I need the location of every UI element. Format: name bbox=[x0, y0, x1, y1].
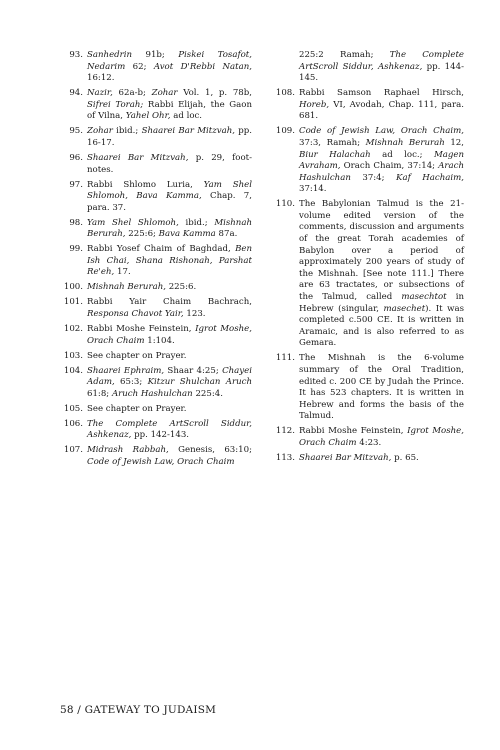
citation-text: The Babylonian Talmud is the 21-volume edited version of the comments, discussion and arguments of the great Torah academies of Babylon over a period of approximately 200 years of study of the Mishnah. [See note 111.] There are 63 tractates, or subsections of the Talmud, called bbox=[299, 199, 464, 303]
endnote bbox=[272, 126, 464, 196]
citation-title: Sanhedrin bbox=[87, 50, 133, 60]
citation-text: See chapter on Prayer. bbox=[87, 350, 187, 361]
citation-title: Shaarei Bar Mitzvah, bbox=[299, 452, 392, 463]
citation-text: 17. bbox=[114, 267, 131, 278]
citation-text: 61:8; bbox=[87, 388, 112, 399]
citation-text: ibid.; bbox=[112, 126, 142, 137]
endnote-number: 93. bbox=[69, 50, 83, 60]
endnote-number: 101. bbox=[63, 297, 83, 308]
endnote bbox=[60, 50, 252, 85]
endnote-number: 105. bbox=[63, 403, 83, 414]
citation-text: Rabbi Yosef Chaim of Baghdad, bbox=[87, 244, 236, 255]
citation-text: 16:12. bbox=[87, 73, 115, 84]
endnote bbox=[60, 180, 252, 215]
endnote-text bbox=[299, 88, 464, 123]
citation-title: Shaarei Bar Mitzvah, bbox=[141, 126, 236, 137]
citation-text: 225:4. bbox=[192, 388, 223, 399]
endnote bbox=[60, 366, 252, 401]
right-notes-column bbox=[272, 50, 464, 468]
citation-title: Bava Kamma bbox=[158, 229, 216, 240]
citation-text: ad loc. bbox=[170, 111, 203, 122]
citation-text: 62; bbox=[125, 61, 154, 72]
citation-text: ). It was completed c.500 CE. It is written in Aramaic, and is also referred to as Gemara. bbox=[299, 303, 464, 349]
citation-title: The Complete ArtScroll Siddur, Ashkenaz, bbox=[87, 418, 252, 441]
endnote-text bbox=[87, 180, 252, 215]
endnote-text bbox=[87, 282, 252, 294]
citation-text: Rabbi Moshe Feinstein, bbox=[87, 323, 196, 334]
endnote-number: 106. bbox=[63, 418, 83, 429]
citation-title: Mishnah Berurah, bbox=[87, 217, 252, 240]
citation-title: Yam Shel Shlomoh, bbox=[87, 217, 179, 228]
endnote-text bbox=[299, 426, 464, 449]
citation-title: Kaf Hachaim, bbox=[396, 172, 464, 183]
endnote-number: 111. bbox=[275, 353, 295, 364]
citation-text: Vol. 1, p. 78b, bbox=[177, 88, 252, 99]
page-footer: 58 / GATEWAY TO JUDAISM bbox=[60, 704, 217, 716]
endnote-number: 96. bbox=[69, 152, 83, 163]
endnote-text bbox=[87, 153, 252, 176]
citation-text: 62a-b; bbox=[112, 88, 152, 99]
endnote-number: 99. bbox=[69, 244, 83, 255]
citation-text: Shaar 4:25; bbox=[164, 365, 223, 376]
endnote bbox=[60, 297, 252, 320]
citation-text: Genesis, 63:10; bbox=[168, 445, 252, 456]
citation-title: Nazir, bbox=[87, 88, 113, 99]
citation-title: Igrot Moshe, Orach Chaim bbox=[299, 426, 464, 448]
citation-text: The Mishnah is the 6-volume summary of the Oral Tradition, edited c. 200 CE by Judah the Prince. It has 523 chapters. It is written in Hebrew and forms the basis of the Talmud. bbox=[299, 353, 464, 422]
endnote-number: 109. bbox=[275, 126, 295, 137]
citation-text: 37:14. bbox=[299, 184, 327, 195]
endnote-text bbox=[299, 453, 464, 465]
citation-text: Rabbi Moshe Feinstein, bbox=[299, 426, 408, 437]
endnote bbox=[60, 126, 252, 149]
citation-text: 37:3, Ramah; bbox=[299, 137, 366, 148]
citation-title: masechet bbox=[383, 303, 426, 314]
endnote-number: 100. bbox=[63, 282, 83, 293]
endnote bbox=[60, 88, 252, 123]
endnote-text bbox=[87, 126, 252, 149]
endnote bbox=[272, 199, 464, 350]
endnote-text bbox=[87, 404, 252, 416]
citation-text: p. 65. bbox=[391, 452, 419, 463]
endnote-text bbox=[87, 297, 252, 320]
citation-text: 225:2 Ramah; bbox=[299, 50, 390, 60]
citation-text: Orach Chaim, 37:14; bbox=[340, 161, 439, 172]
citation-text: 12, bbox=[444, 137, 464, 148]
endnote bbox=[60, 419, 252, 442]
citation-title: Kitzur Shulchan Aruch bbox=[147, 377, 252, 388]
citation-title: Zohar bbox=[87, 126, 113, 137]
citation-title: Arach Hashulchan bbox=[299, 161, 464, 183]
endnote-number: 112. bbox=[275, 426, 295, 437]
citation-title: Aruch Hashulchan bbox=[111, 388, 193, 399]
endnote-text bbox=[87, 324, 252, 347]
endnote-text bbox=[87, 445, 252, 468]
endnote bbox=[272, 88, 464, 123]
citation-text: See chapter on Prayer. bbox=[87, 403, 187, 414]
citation-title: Mishnah Berurah, bbox=[87, 282, 166, 293]
endnote bbox=[60, 282, 252, 294]
citation-title: Code of Jewish Law, Orach Chaim bbox=[87, 456, 235, 467]
citation-text: 225:6; bbox=[125, 229, 159, 240]
endnote bbox=[60, 244, 252, 279]
citation-title: Horeb, bbox=[299, 99, 330, 110]
citation-title: Piskei Tosafot, Nedarim bbox=[87, 50, 252, 72]
endnote bbox=[272, 353, 464, 423]
citation-text: ad loc.; bbox=[370, 149, 434, 160]
endnote-text bbox=[299, 199, 464, 350]
endnote-number: 107. bbox=[63, 445, 83, 456]
endnote-text bbox=[87, 244, 252, 279]
endnote-text bbox=[87, 351, 252, 363]
endnote-number: 104. bbox=[63, 365, 83, 376]
citation-title: Igrot Moshe, Orach Chaim bbox=[87, 323, 252, 346]
endnote bbox=[60, 153, 252, 176]
citation-title: Ben Ish Chai, Shana Rishonah, Parshat Re'eh, bbox=[87, 244, 252, 278]
citation-text: Rabbi Elijah, the Gaon of Vilna, bbox=[87, 99, 252, 122]
endnote-text bbox=[87, 88, 252, 123]
endnote-number: 97. bbox=[69, 179, 83, 190]
endnote-number: 113. bbox=[275, 452, 295, 463]
citation-text: pp. 16-17. bbox=[87, 126, 253, 148]
citation-title: Chayei Adam, bbox=[87, 365, 252, 388]
endnote bbox=[272, 426, 464, 449]
citation-title: Shaarei Ephraim, bbox=[87, 365, 165, 376]
citation-text: Rabbi Yair Chaim Bachrach, bbox=[87, 297, 252, 308]
endnote-number: 95. bbox=[69, 126, 83, 137]
endnote-number bbox=[272, 50, 299, 85]
citation-text: pp. 144-145. bbox=[299, 61, 464, 84]
citation-text: in Hebrew (singular, bbox=[299, 292, 464, 314]
endnote-text bbox=[299, 50, 464, 85]
endnote-number: 94. bbox=[69, 88, 83, 99]
endnote-number: 103. bbox=[63, 350, 83, 361]
citation-title: Magen Avraham, bbox=[299, 149, 465, 172]
endnote-number: 110. bbox=[275, 199, 295, 210]
citation-title: masechtot bbox=[401, 292, 447, 303]
citation-text: 1:104. bbox=[144, 335, 175, 346]
citation-text: 91b; bbox=[132, 50, 179, 60]
endnote bbox=[60, 445, 252, 468]
citation-text: 37:4; bbox=[350, 172, 397, 183]
citation-text: 65:3; bbox=[114, 377, 148, 388]
endnote-number: 98. bbox=[69, 217, 83, 228]
citation-title: The Complete ArtScroll Siddur, Ashkenaz, bbox=[299, 50, 464, 72]
endnote-text bbox=[87, 218, 252, 241]
endnote bbox=[272, 453, 464, 465]
citation-title: Biur Halachah bbox=[299, 149, 371, 160]
citation-title: Zohar bbox=[151, 88, 178, 99]
citation-title: Responsa Chavot Yair, bbox=[87, 309, 184, 319]
citation-title: Yam Shel Shlomoh, Bava Kamma, bbox=[87, 179, 252, 202]
endnote bbox=[272, 50, 464, 85]
citation-title: Sifrei Torah; bbox=[87, 99, 144, 110]
citation-text: ibid.; bbox=[178, 217, 215, 228]
endnote bbox=[60, 324, 252, 347]
citation-text: 123. bbox=[183, 309, 206, 319]
citation-title: Shaarei Bar Mitzvah, bbox=[87, 152, 189, 163]
citation-text: VI, Avodah, Chap. 111, para. 681. bbox=[299, 99, 464, 122]
citation-text: 225:6. bbox=[165, 282, 197, 293]
citation-text: pp. 142-143. bbox=[131, 430, 190, 441]
endnote-text bbox=[87, 419, 252, 442]
citation-text: Rabbi Shlomo Luria, bbox=[87, 179, 204, 190]
endnote-text bbox=[299, 353, 464, 423]
citation-title: Yahel Ohr, bbox=[125, 111, 171, 122]
endnote-text bbox=[87, 50, 252, 85]
endnote-number: 108. bbox=[275, 88, 295, 99]
citation-text: Rabbi Samson Raphael Hirsch, bbox=[299, 88, 464, 99]
citation-title: Avot D'Rebbi Natan, bbox=[153, 61, 252, 72]
endnote-text bbox=[299, 126, 464, 196]
citation-text: 4:23. bbox=[356, 437, 382, 448]
endnote bbox=[60, 404, 252, 416]
citation-title: Midrash Rabbah, bbox=[87, 445, 169, 456]
endnote bbox=[60, 351, 252, 363]
citation-title: Mishnah Berurah bbox=[365, 137, 445, 148]
endnote bbox=[60, 218, 252, 241]
left-notes-column bbox=[60, 50, 252, 472]
citation-title: Code of Jewish Law, Orach Chaim, bbox=[299, 126, 464, 137]
citation-text: 87a. bbox=[215, 229, 238, 240]
endnote-number: 102. bbox=[63, 323, 83, 334]
endnote-text bbox=[87, 366, 252, 401]
citation-text: p. 29, foot-notes. bbox=[87, 152, 252, 175]
citation-text: Chap. 7, para. 37. bbox=[87, 191, 252, 213]
